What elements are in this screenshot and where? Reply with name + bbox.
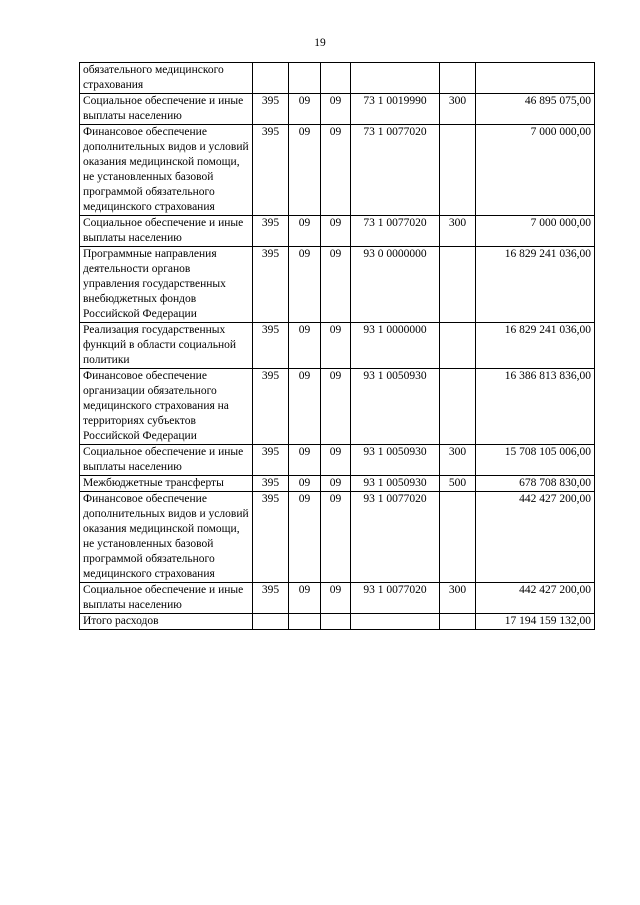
expense-name-cell: обязательного медицинского страхования — [80, 63, 253, 94]
subsection-code-cell: 09 — [321, 583, 351, 614]
section-code-cell — [289, 614, 321, 630]
table-row — [80, 63, 595, 94]
section-code-cell: 09 — [289, 125, 321, 216]
subsection-code-cell: 09 — [321, 125, 351, 216]
subsection-code-cell — [321, 63, 351, 94]
amount-cell: 16 829 241 036,00 — [476, 323, 595, 369]
table-row — [80, 583, 595, 614]
subsection-code-cell: 09 — [321, 323, 351, 369]
expense-name-cell: Социальное обеспечение и иные выплаты населению — [80, 94, 253, 125]
amount-cell: 678 708 830,00 — [476, 476, 595, 492]
expense-name-cell: Социальное обеспечение и иные выплаты населению — [80, 583, 253, 614]
target-article-cell: 73 1 0077020 — [351, 125, 440, 216]
expense-name-cell: Итого расходов — [80, 614, 253, 630]
subsection-code-cell: 09 — [321, 369, 351, 445]
ministry-code-cell: 395 — [253, 583, 289, 614]
table-row — [80, 445, 595, 476]
budget-table-body — [80, 63, 595, 630]
table-row — [80, 94, 595, 125]
expense-name-cell: Реализация государственных функций в области социальной политики — [80, 323, 253, 369]
target-article-cell: 73 1 0019990 — [351, 94, 440, 125]
subsection-code-cell: 09 — [321, 247, 351, 323]
page-number: 19 — [314, 37, 326, 49]
ministry-code-cell: 395 — [253, 216, 289, 247]
table-row — [80, 369, 595, 445]
ministry-code-cell: 395 — [253, 369, 289, 445]
amount-cell: 7 000 000,00 — [476, 216, 595, 247]
amount-cell: 442 427 200,00 — [476, 492, 595, 583]
target-article-cell — [351, 63, 440, 94]
amount-cell: 46 895 075,00 — [476, 94, 595, 125]
subsection-code-cell: 09 — [321, 476, 351, 492]
expense-name-cell: Финансовое обеспечение организации обязательного медицинского страхования на территориях субъектов Российской Федерации — [80, 369, 253, 445]
subsection-code-cell — [321, 614, 351, 630]
section-code-cell: 09 — [289, 323, 321, 369]
table-row — [80, 476, 595, 492]
amount-cell: 17 194 159 132,00 — [476, 614, 595, 630]
section-code-cell: 09 — [289, 583, 321, 614]
ministry-code-cell: 395 — [253, 323, 289, 369]
ministry-code-cell — [253, 63, 289, 94]
subsection-code-cell: 09 — [321, 445, 351, 476]
section-code-cell: 09 — [289, 94, 321, 125]
ministry-code-cell: 395 — [253, 125, 289, 216]
section-code-cell: 09 — [289, 216, 321, 247]
expense-type-cell — [440, 63, 476, 94]
amount-cell: 16 829 241 036,00 — [476, 247, 595, 323]
table-row — [80, 125, 595, 216]
target-article-cell — [351, 614, 440, 630]
target-article-cell: 93 0 0000000 — [351, 247, 440, 323]
section-code-cell: 09 — [289, 492, 321, 583]
expense-type-cell — [440, 369, 476, 445]
ministry-code-cell: 395 — [253, 476, 289, 492]
expense-name-cell: Межбюджетные трансферты — [80, 476, 253, 492]
target-article-cell: 93 1 0050930 — [351, 445, 440, 476]
expense-type-cell — [440, 323, 476, 369]
table-row — [80, 323, 595, 369]
target-article-cell: 93 1 0050930 — [351, 476, 440, 492]
amount-cell: 16 386 813 836,00 — [476, 369, 595, 445]
subsection-code-cell: 09 — [321, 94, 351, 125]
target-article-cell: 93 1 0077020 — [351, 583, 440, 614]
expense-type-cell: 300 — [440, 445, 476, 476]
amount-cell: 7 000 000,00 — [476, 125, 595, 216]
section-code-cell: 09 — [289, 369, 321, 445]
expense-name-cell: Программные направления деятельности органов управления государственных внебюджетных фондов Российской Федерации — [80, 247, 253, 323]
expense-type-cell: 300 — [440, 94, 476, 125]
expense-type-cell: 500 — [440, 476, 476, 492]
expense-type-cell: 300 — [440, 216, 476, 247]
target-article-cell: 93 1 0050930 — [351, 369, 440, 445]
ministry-code-cell: 395 — [253, 94, 289, 125]
expense-name-cell: Социальное обеспечение и иные выплаты населению — [80, 445, 253, 476]
amount-cell: 15 708 105 006,00 — [476, 445, 595, 476]
expense-name-cell: Социальное обеспечение и иные выплаты населению — [80, 216, 253, 247]
table-row — [80, 216, 595, 247]
target-article-cell: 93 1 0000000 — [351, 323, 440, 369]
subsection-code-cell: 09 — [321, 492, 351, 583]
ministry-code-cell — [253, 614, 289, 630]
section-code-cell: 09 — [289, 445, 321, 476]
expense-name-cell: Финансовое обеспечение дополнительных видов и условий оказания медицинской помощи, не установленных базовой программой обязательного медицинского страхования — [80, 492, 253, 583]
ministry-code-cell: 395 — [253, 445, 289, 476]
table-row — [80, 247, 595, 323]
total-row — [80, 614, 595, 630]
budget-expenses-table — [79, 62, 595, 630]
target-article-cell: 73 1 0077020 — [351, 216, 440, 247]
amount-cell: 442 427 200,00 — [476, 583, 595, 614]
amount-cell — [476, 63, 595, 94]
expense-type-cell: 300 — [440, 583, 476, 614]
table-row — [80, 492, 595, 583]
expense-type-cell — [440, 492, 476, 583]
expense-type-cell — [440, 125, 476, 216]
expense-name-cell: Финансовое обеспечение дополнительных видов и условий оказания медицинской помощи, не установленных базовой программой обязательного медицинского страхования — [80, 125, 253, 216]
expense-type-cell — [440, 247, 476, 323]
ministry-code-cell: 395 — [253, 247, 289, 323]
section-code-cell — [289, 63, 321, 94]
section-code-cell: 09 — [289, 247, 321, 323]
expense-type-cell — [440, 614, 476, 630]
ministry-code-cell: 395 — [253, 492, 289, 583]
target-article-cell: 93 1 0077020 — [351, 492, 440, 583]
section-code-cell: 09 — [289, 476, 321, 492]
subsection-code-cell: 09 — [321, 216, 351, 247]
